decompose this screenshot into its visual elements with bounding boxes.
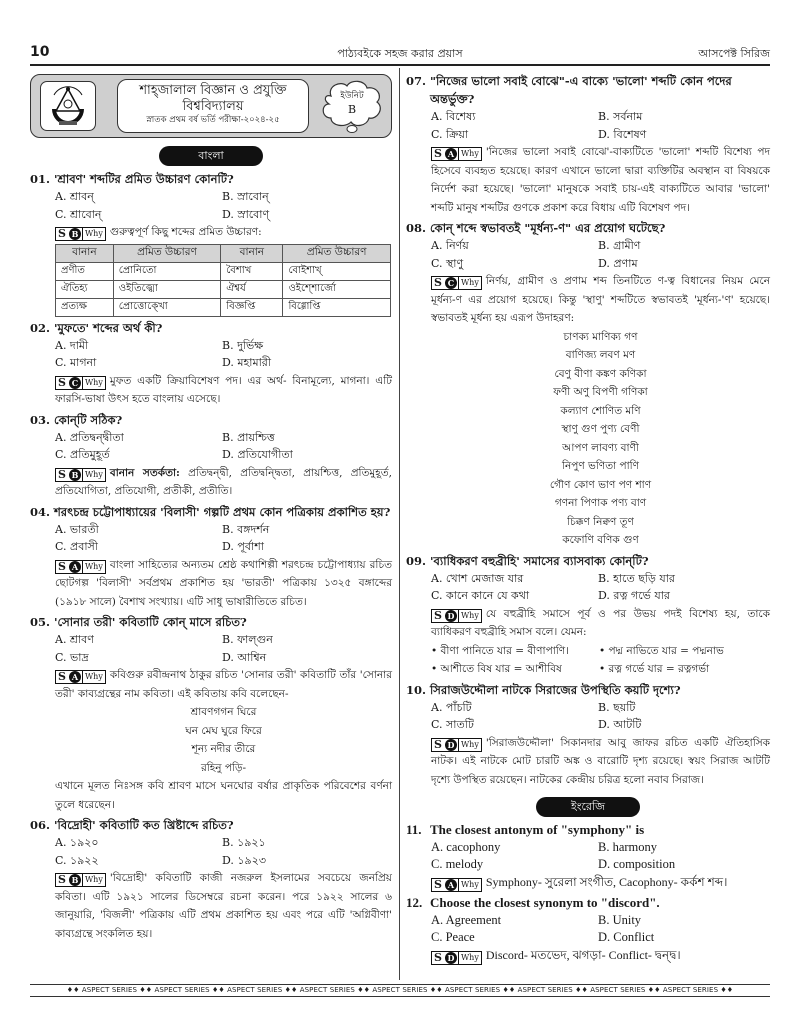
option-a: A. ভারতী bbox=[55, 522, 99, 536]
answer-letter: B bbox=[69, 874, 81, 886]
question-number: 01. bbox=[30, 172, 51, 186]
option-d: D. ১৯২৩ bbox=[222, 853, 267, 867]
question-03: 03. কোন্‌টি সঠিক? A. প্রতিদ্বন্দ্বীতা B. প্রায়শ্চিত্ত C. প্রতিমুহূর্ত D. প্রতিযোগীতা S B Why বানান সতর্কতা: প্রতিদ্বন্দ্বী, প্রতিদ্বন্দ্বিতা, প্রায়শ্চিত্ত, প্রতিমুহূর্ত, প্রতিযোগিতা, প্রতিযোগী, প্রতীকী, প্রতীতি। bbox=[30, 411, 392, 501]
question-08: 08. কোন্ শব্দে স্বভাবতই "মূর্ধন্য-ণ" এর প্রয়োগ ঘটেছে? A. নির্ণয় B. গ্রামীণ C. স্থাণু D. প্রণাম S C Why নির্ণয়, গ্রামীণ ও প্রণাম শব্দ তিনটিতে ণ-ত্ব বিধানের নিয়ম মেনে মূর্ধন্য-ণ এর প্রয়োগ হয়েছে। কিন্তু 'স্থাণু' শব্দটিতে স্বভাবতই 'মূর্ধন্য-'ণ' হয়েছে। স্বভাবতই মূর্ধন্য হয় এরূপ উদাহরণ: চাণক্য মাণিক্য গণ বাণিজ্য লবণ মণ বেণু বীণা কঙ্কণ কণিকা ফণী অণু বিপণী গণিকা কল্যাণ শোণিত মণি স্থাণু গুণ পুণ্য বেণী আপণ লাবণ্য বাণী নিপুণ ভণিতা পাণি গৌণ কোণ ভাণ পণ শাণ গণনা পিণাক পণ্য বাণ চিক্কণ নিক্বণ তূণ কফোণি বণিক গুণ bbox=[406, 219, 770, 550]
options bbox=[406, 237, 770, 272]
solution-badge: S D Why bbox=[431, 609, 482, 623]
solution-badge: S A Why bbox=[431, 147, 482, 161]
bullet-item: • পদ্ম নাভিতে যার = পদ্মনাভ bbox=[599, 644, 724, 657]
option-c: C. প্রতিমুহূর্ত bbox=[55, 448, 110, 461]
solution-badge: S A Why bbox=[55, 560, 106, 574]
explanation: S A Why কবিগুরু রবীন্দ্রনাথ ঠাকুর রচিত 'সোনার তরী' কবিতাটি তাঁর 'সোনার তরী' কাব্যগ্রন্থের নাম কবিতা। এই কবিতায় কবি বলেছেন- bbox=[55, 669, 392, 700]
answer-letter: A bbox=[69, 561, 81, 573]
question-04: 04. শরৎচন্দ্র চট্টোপাধ্যায়ের 'বিলাসী' গল্পটি প্রথম কোন পত্রিকায় প্রকাশিত হয়? A. ভারতী B. বঙ্গদর্শন C. প্রবাসী D. পূর্বাশা S A Why বাংলা সাহিত্যের অন্যতম শ্রেষ্ঠ কথাশিল্পী শরৎচন্দ্র চট্টোপাধ্যায় রচিত ছোটগল্প 'বিলাসী' সর্বপ্রথম প্রকাশিত হয় 'ভারতী' পত্রিকায় ১৩২৫ বঙ্গাব্দের (১৯১৮ সালে) বৈশাখ সংখ্যায়। এটি সাধু ভাষারীতিতে রচিত। bbox=[30, 503, 392, 612]
explanation: S A Why Symphony- সুরেলা সংগীত, Cacophony- কর্কশ শব্দ। bbox=[406, 873, 770, 892]
table-header: প্রমিত উচ্চারণ bbox=[113, 244, 221, 262]
option-a: A. খোশ মেজাজ যার bbox=[431, 571, 524, 585]
question-text: কোন্ শব্দে স্বভাবতই "মূর্ধন্য-ণ" এর প্রয়োগ ঘটেছে? bbox=[430, 221, 666, 235]
question-02: 02. 'মুফতে' শব্দের অর্থ কী? A. দামী B. দুর্ভিক্ষ C. মাগনা D. মহামারী S C Why মুফত একটি ক্রিয়াবিশেষণ পদ। এর অর্থ- বিনামূল্যে, মাগনা। এটি ফারসি-ভাষা উৎস হতে বাংলায় এসেছে। bbox=[30, 319, 392, 409]
answer-letter: C bbox=[445, 277, 457, 289]
answer-letter: A bbox=[69, 671, 81, 683]
question-12: 12. Choose the closest synonym to "discord". A. Agreement B. Unity C. Peace D. Conflict S D Why Discord- মতভেদ, ঝগড়া- Conflict- দ্বন্দ্ব। bbox=[406, 894, 770, 965]
option-b: B. harmony bbox=[598, 840, 658, 854]
option-d: D. মহামারী bbox=[222, 356, 271, 369]
answer-letter: D bbox=[445, 610, 457, 622]
table-row: ঐতিহ্য ওইতিজ্ঝো ঐশ্বর্য ওইশ্শোর্জো bbox=[56, 280, 391, 298]
option-a: A. শ্রাবণ bbox=[55, 633, 94, 646]
series-title: আসপেক্ট সিরিজ bbox=[698, 47, 770, 60]
option-c: C. melody bbox=[431, 857, 484, 871]
options bbox=[406, 912, 770, 946]
option-b: B. ছয়টি bbox=[598, 700, 636, 714]
options bbox=[406, 839, 770, 873]
question-text: 'মুফতে' শব্দের অর্থ কী? bbox=[54, 320, 163, 335]
answer-letter: A bbox=[445, 879, 457, 891]
page-header bbox=[30, 44, 770, 62]
option-d: D. composition bbox=[598, 857, 676, 871]
question-text: 'ব্যাধিকরণ বহুব্রীহি' সমাসের ব্যাসবাক্য কোন্‌টি? bbox=[430, 553, 649, 568]
table-header: বানান bbox=[221, 244, 283, 262]
option-b: B. স্রাবোন্ bbox=[222, 190, 269, 203]
option-c: C. ১৯২২ bbox=[55, 853, 99, 867]
explanation: S D Why 'সিরাজউদ্দৌলা' সিকানদার আবু জাফর রচিত একটি ঐতিহাসিক নাটক। এই নাটকে মোট চারটি অঙ্ক ও বারোটি দৃশ্য রয়েছে। স্বয়ং সিরাজ আটটি দৃশ্যে উপস্থিত রয়েছেন। নাটকের কেন্দ্রীয় চরিত্র হলো নবাব সিরাজ। bbox=[431, 736, 770, 786]
explanation: S B Why 'বিদ্রোহী' কবিতাটি কাজী নজরুল ইসলামের সবচেয়ে জনপ্রিয় কবিতা। এটি ১৯২১ সালের ডিসেম্বরে রচনা করেন। পরে ১৯২২ সালের ৬ জানুয়ারি, 'বিজলী' পত্রিকায় এটি প্রথম প্রকাশিত হয় এবং পরে এটি 'অগ্নিবীণা' কাব্যগ্রন্থে সংকলিত হয়। bbox=[55, 872, 392, 940]
option-a: A. ১৯২০ bbox=[55, 836, 99, 849]
section-english: ইংরেজি bbox=[536, 797, 640, 817]
option-b: B. প্রায়শ্চিত্ত bbox=[222, 430, 275, 444]
options bbox=[30, 188, 392, 223]
table-row: প্রণীত প্রোনিতো বৈশাখ বোইশাখ্ bbox=[56, 262, 391, 280]
explanation-continued: এখানে মূলত নিঃসঙ্গ কবি শ্রাবণ মাসে ঘনঘোর বর্ষার প্রাকৃতিক পরিবেশের বর্ণনা তুলে ধরেছেন। bbox=[55, 780, 392, 811]
option-d: D. বিশেষণ bbox=[598, 127, 647, 141]
example-verse: চাণক্য মাণিক্য গণ বাণিজ্য লবণ মণ বেণু বীণা কঙ্কণ কণিকা ফণী অণু বিপণী গণিকা কল্যাণ শোণিত মণি স্থাণু গুণ পুণ্য বেণী আপণ লাবণ্য বাণী নিপুণ ভণিতা পাণি গৌণ কোণ ভাণ পণ শাণ গণনা পিণাক পণ্য বাণ চিক্কণ নিক্বণ তূণ কফোণি বণিক গুণ bbox=[549, 330, 652, 546]
university-header bbox=[30, 74, 392, 138]
option-c: C. Peace bbox=[431, 930, 475, 944]
answer-letter: C bbox=[69, 377, 81, 389]
options bbox=[406, 108, 770, 143]
answer-letter: B bbox=[69, 469, 81, 481]
question-text: কোন্‌টি সঠিক? bbox=[54, 412, 123, 427]
header-rule bbox=[30, 64, 770, 66]
question-text: 'শ্রাবণ' শব্দটির প্রমিত উচ্চারণ কোনটি? bbox=[54, 172, 234, 186]
section-bangla: বাংলা bbox=[159, 146, 263, 166]
question-text: The closest antonym of "symphony" is bbox=[430, 822, 645, 837]
option-d: D. প্রণাম bbox=[598, 256, 638, 270]
option-a: A. cacophony bbox=[431, 840, 501, 854]
solution-badge: S B Why bbox=[55, 873, 106, 887]
option-b: B. বঙ্গদর্শন bbox=[222, 522, 270, 536]
option-b: B. গ্রামীণ bbox=[598, 239, 641, 252]
option-b: B. দুর্ভিক্ষ bbox=[222, 338, 264, 352]
explanation: S B Why গুরুত্বপূর্ণ কিছু শব্দের প্রমিত উচ্চারণ: bbox=[30, 223, 392, 242]
option-a: A. দামী bbox=[55, 338, 89, 352]
option-b: B. সর্বনাম bbox=[598, 110, 643, 123]
solution-badge: S B Why bbox=[55, 227, 106, 241]
question-06: 06. 'বিদ্রোহী' কবিতাটি কত খ্রিষ্টাব্দে রচিত? A. ১৯২০ B. ১৯২১ C. ১৯২২ D. ১৯২৩ S B Why 'বিদ্রোহী' কবিতাটি কাজী নজরুল ইসলামের সবচেয়ে জনপ্রিয় কবিতা। এটি ১৯২১ সালের ডিসেম্বরে রচনা করেন। পরে ১৯২২ সালের ৬ জানুয়ারি, 'বিজলী' পত্রিকায় এটি প্রথম প্রকাশিত হয় এবং পরে এটি 'অগ্নিবীণা' কাব্যগ্রন্থে সংকলিত হয়। bbox=[30, 816, 392, 943]
solution-badge: S D Why bbox=[431, 951, 482, 965]
logo-emblem-icon bbox=[46, 85, 90, 127]
option-d: D. পূর্বাশা bbox=[222, 540, 264, 553]
table-header: প্রমিত উচ্চারণ bbox=[283, 244, 391, 262]
option-d: D. রত্ন গর্ভে যার bbox=[598, 589, 670, 602]
options bbox=[30, 429, 392, 464]
left-column bbox=[30, 68, 392, 943]
bullet-item: • রত্ন গর্ভে যার = রত্নগর্ভা bbox=[599, 663, 710, 675]
explanation: S C Why মুফত একটি ক্রিয়াবিশেষণ পদ। এর অর্থ- বিনামূল্যে, মাগনা। এটি ফারসি-ভাষা উৎস হতে বাংলায় এসেছে। bbox=[55, 374, 392, 405]
solution-badge: S C Why bbox=[55, 376, 106, 390]
option-d: D. আশ্বিন bbox=[222, 650, 267, 664]
explanation: S C Why নির্ণয়, গ্রামীণ ও প্রণাম শব্দ তিনটিতে ণ-ত্ব বিধানের নিয়ম মেনে মূর্ধন্য-ণ এর প্রয়োগ হয়েছে। কিন্তু 'স্থাণু' শব্দটিতে স্বভাবতই 'মূর্ধন্য-'ণ' হয়েছে। স্বভাবতই মূর্ধন্য হয় এরূপ উদাহরণ: bbox=[431, 275, 770, 324]
unit-label: ইউনিট bbox=[340, 91, 364, 101]
options bbox=[30, 834, 392, 869]
unit-badge bbox=[319, 78, 385, 136]
question-07: 07. "নিজের ভালো সবাই বোঝে"-এ বাক্যে 'ভালো' শব্দটি কোন পদের অন্তর্ভুক্ত? A. বিশেষ্য B. সর্বনাম C. ক্রিয়া D. বিশেষণ S A Why 'নিজের ভালো সবাই বোঝে'-বাক্যটিতে 'ভালো' শব্দটি বিশেষ্য পদ হিসেবে ব্যবহৃত হয়েছে। কারণ এখানে ভালো দ্বারা ব্যক্তিটির অবস্থান বা বিষয়কে নির্দেশ করা হয়েছে। 'ভালো' মানুষকে সবাই চায়-এই বাক্যটিতে আবার 'ভালো' শব্দটি মানুষ শব্দটির গুণকে প্রকাশ করে বিধায় এটি বিশেষণ পদ। bbox=[406, 72, 770, 217]
university-name-line1: শাহ্জালাল বিজ্ঞান ও প্রযুক্তি bbox=[139, 83, 287, 98]
explanation: S D Why যে বহুব্রীহি সমাসে পূর্ব ও পর উভয় পদই বিশেষ্য হয়, তাকে ব্যাধিকরণ বহুব্রীহি সমাস বলে। যেমন: bbox=[431, 607, 770, 638]
option-c: C. স্থাণু bbox=[431, 256, 464, 270]
table-row: প্রত্যক্ষ প্রোত্তোক্খো বিজ্ঞপ্তি বিগ্গোপ্তি bbox=[56, 298, 391, 316]
solution-badge: S C Why bbox=[431, 276, 482, 290]
option-b: B. Unity bbox=[598, 913, 642, 927]
option-c: C. ভাদ্র bbox=[55, 650, 89, 664]
option-a: A. শ্রাবন্ bbox=[55, 190, 94, 203]
answer-letter: D bbox=[445, 739, 457, 751]
option-c: C. কানে কানে যে কথা bbox=[431, 589, 530, 602]
option-d: D. Conflict bbox=[598, 930, 655, 944]
explanation: S B Why বানান সতর্কতা: প্রতিদ্বন্দ্বী, প্রতিদ্বন্দ্বিতা, প্রায়শ্চিত্ত, প্রতিমুহূর্ত, প্রতিযোগিতা, প্রতিযোগী, প্রতীকী, প্রতীতি। bbox=[55, 466, 392, 497]
question-01 bbox=[30, 170, 392, 317]
option-d: D. আটটি bbox=[598, 718, 642, 731]
column-divider bbox=[399, 68, 400, 980]
university-name-line2: বিশ্ববিদ্যালয় bbox=[182, 99, 244, 114]
solution-badge: S D Why bbox=[431, 738, 482, 752]
question-text: 'বিদ্রোহী' কবিতাটি কত খ্রিষ্টাব্দে রচিত? bbox=[54, 818, 234, 832]
solution-badge: S A Why bbox=[55, 670, 106, 684]
options bbox=[30, 521, 392, 556]
answer-letter: B bbox=[69, 228, 81, 240]
option-b: B. হাতে ছড়ি যার bbox=[598, 571, 675, 585]
bullet-item: • বীণা পানিতে যার = বীণাপাণি। bbox=[431, 644, 569, 657]
question-text: শরৎচন্দ্র চট্টোপাধ্যায়ের 'বিলাসী' গল্পটি প্রথম কোন পত্রিকায় প্রকাশিত হয়? bbox=[54, 504, 391, 519]
poem-verse: শ্রাবণগগন ঘিরে ঘন মেঘ ঘুরে ফিরে শূন্য নদীর তীরে রহিনু পড়ি- bbox=[185, 706, 262, 774]
options bbox=[406, 699, 770, 734]
option-c: C. শ্রাবোন্ bbox=[55, 207, 102, 221]
right-column bbox=[406, 68, 770, 965]
option-a: A. বিশেষ্য bbox=[431, 110, 476, 123]
option-c: C. ক্রিয়া bbox=[431, 127, 469, 141]
explanation: S A Why 'নিজের ভালো সবাই বোঝে'-বাক্যটিতে 'ভালো' শব্দটি বিশেষ্য পদ হিসেবে ব্যবহৃত হয়েছে। কারণ এখানে ভালো দ্বারা ব্যক্তিটির অবস্থান বা বিষয়কে নির্দেশ করা হয়েছে। 'ভালো' মানুষকে সবাই চায়-এই বাক্যটিতে আবার 'ভালো' শব্দটি মানুষ শব্দটির গুণকে প্রকাশ করে বিধায় এটি বিশেষণ পদ। bbox=[431, 146, 770, 214]
exam-title: স্নাতক প্রথম বর্ষ ভর্তি পরীক্ষা-২০২৪-২৫ bbox=[146, 115, 280, 125]
option-c: C. মাগনা bbox=[55, 356, 97, 369]
question-09: 09. 'ব্যাধিকরণ বহুব্রীহি' সমাসের ব্যাসবাক্য কোন্‌টি? A. খোশ মেজাজ যার B. হাতে ছড়ি যার C. কানে কানে যে কথা D. রত্ন গর্ভে যার S D Why যে বহুব্রীহি সমাসে পূর্ব ও পর উভয় পদই বিশেষ্য হয়, তাকে ব্যাধিকরণ বহুব্রীহি সমাস বলে। যেমন: • বীণা পানিতে যার = বীণাপাণি। • পদ্ম নাভিতে যার = পদ্মনাভ • আশীতে বিষ যার = আশীবিষ • রত্ন গর্ভে যার = রত্নগর্ভা bbox=[406, 552, 770, 679]
option-a: A. Agreement bbox=[431, 913, 502, 927]
page-tagline: পাঠ্যবইকে সহজ করার প্রয়াস bbox=[337, 47, 463, 60]
option-b: B. ফাল্গুন bbox=[222, 633, 273, 646]
option-a: A. পাঁচটি bbox=[431, 700, 472, 714]
question-text: Choose the closest synonym to "discord". bbox=[430, 895, 660, 910]
explanation: S A Why বাংলা সাহিত্যের অন্যতম শ্রেষ্ঠ কথাশিল্পী শরৎচন্দ্র চট্টোপাধ্যায় রচিত ছোটগল্প 'বিলাসী' সর্বপ্রথম প্রকাশিত হয় 'ভারতী' পত্রিকায় ১৩২৫ বঙ্গাব্দের (১৯১৮ সালে) বৈশাখ সংখ্যায়। এটি সাধু ভাষারীতিতে রচিত। bbox=[55, 558, 392, 608]
option-a: A. প্রতিদ্বন্দ্বীতা bbox=[55, 430, 124, 444]
unit-letter: B bbox=[347, 103, 357, 116]
bullet-item: • আশীতে বিষ যার = আশীবিষ bbox=[431, 663, 562, 675]
question-11: 11. The closest antonym of "symphony" is A. cacophony B. harmony C. melody D. composition S A Why Symphony- সুরেলা সংগীত, Cacophony- কর্কশ শব্দ। bbox=[406, 821, 770, 892]
solution-badge: S A Why bbox=[431, 878, 482, 892]
option-b: B. ১৯২১ bbox=[222, 836, 266, 849]
option-c: C. প্রবাসী bbox=[55, 540, 98, 553]
option-d: D. স্রাবোণ্ bbox=[222, 207, 270, 221]
solution-badge: S B Why bbox=[55, 468, 106, 482]
footer-series-band: ♦♦ ASPECT SERIES ♦♦ ASPECT SERIES ♦♦ ASPECT SERIES ♦♦ ASPECT SERIES ♦♦ ASPECT SERIES ♦♦ ASPECT SERIES ♦♦ ASPECT SERIES ♦♦ ASPECT SERIES ♦♦ ASPECT SERIES ♦♦ bbox=[30, 984, 770, 997]
question-05: 05. 'সোনার তরী' কবিতাটি কোন্ মাসে রচিত? A. শ্রাবণ B. ফাল্গুন C. ভাদ্র D. আশ্বিন S A Why কবিগুরু রবীন্দ্রনাথ ঠাকুর রচিত 'সোনার তরী' কবিতাটি তাঁর 'সোনার তরী' কাব্যগ্রন্থের নাম কবিতা। এই কবিতায় কবি বলেছেন- শ্রাবণগগন ঘিরে ঘন মেঘ ঘুরে ফিরে শূন্য নদীর তীরে রহিনু পড়ি- এখানে মূলত নিঃসঙ্গ কবি শ্রাবণ মাসে ঘনঘোর বর্ষার প্রাকৃতিক পরিবেশের বর্ণনা তুলে ধরেছেন। bbox=[30, 613, 392, 814]
university-logo bbox=[40, 81, 96, 131]
explanation: S D Why Discord- মতভেদ, ঝগড়া- Conflict- দ্বন্দ্ব। bbox=[406, 946, 770, 965]
answer-letter: A bbox=[445, 148, 457, 160]
question-text: সিরাজউদ্দৌলা নাটকে সিরাজের উপস্থিতি কয়টি দৃশ্যে? bbox=[430, 682, 681, 697]
option-d: D. প্রতিযোগীতা bbox=[222, 448, 293, 461]
page-number: 10 bbox=[30, 44, 50, 60]
university-title-box bbox=[117, 79, 309, 133]
pronunciation-table bbox=[55, 244, 391, 317]
options bbox=[406, 570, 770, 605]
question-10: 10. সিরাজউদ্দৌলা নাটকে সিরাজের উপস্থিতি কয়টি দৃশ্যে? A. পাঁচটি B. ছয়টি C. সাতটি D. আটটি S D Why 'সিরাজউদ্দৌলা' সিকানদার আবু জাফর রচিত একটি ঐতিহাসিক নাটক। এই নাটকে মোট চারটি অঙ্ক ও বারোটি দৃশ্য রয়েছে। স্বয়ং সিরাজ আটটি দৃশ্যে উপস্থিত রয়েছেন। নাটকের কেন্দ্রীয় চরিত্র হলো নবাব সিরাজ। bbox=[406, 681, 770, 790]
option-a: A. নির্ণয় bbox=[431, 239, 469, 252]
option-c: C. সাতটি bbox=[431, 718, 474, 731]
answer-letter: D bbox=[445, 952, 457, 964]
example-bullets bbox=[406, 642, 770, 679]
options bbox=[30, 337, 392, 372]
question-text: 'সোনার তরী' কবিতাটি কোন্ মাসে রচিত? bbox=[54, 615, 247, 629]
options bbox=[30, 631, 392, 666]
question-text: "নিজের ভালো সবাই বোঝে"-এ বাক্যে 'ভালো' শব্দটি কোন পদের অন্তর্ভুক্ত? bbox=[430, 74, 732, 106]
table-header: বানান bbox=[56, 244, 114, 262]
